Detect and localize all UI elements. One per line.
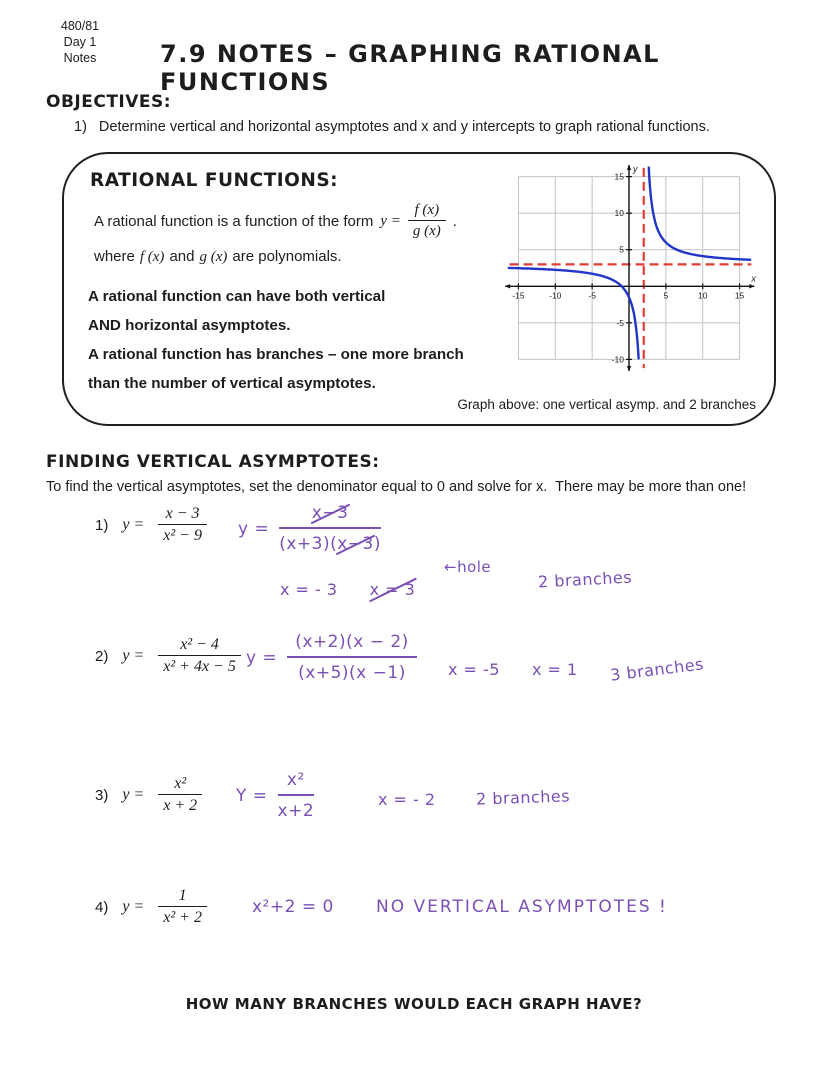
fact-line: A rational function has branches – one more branch [88,346,464,363]
equation-denominator: x² + 4x − 5 [158,655,241,676]
objective-item [74,119,804,135]
handwritten-fraction [279,503,381,554]
equation-fraction [158,505,207,545]
equation-fraction [158,636,241,676]
corner-note [48,18,112,66]
handwritten-numerator [279,503,381,527]
solution-value: x = - 3 [280,580,338,599]
problem-number: 2) [95,647,109,665]
fact-line: than the number of vertical asymptotes. [88,375,376,392]
corner-line: 480/81 [60,19,100,33]
svg-text:15: 15 [614,171,624,182]
where-text: and [169,248,195,265]
definition-line [94,202,457,240]
problem-4-result: NO VERTICAL ASYMPTOTES ! [376,897,668,917]
formula-period: . [452,212,457,230]
where-text: are polynomials. [232,248,342,265]
equation-numerator: x² − 4 [180,636,219,653]
fact-line: A rational function can have both vertical [88,288,386,305]
formula-fraction [408,202,446,240]
graph-canvas [500,162,758,374]
cancelled-factor: x−3 [337,534,374,554]
cancelled-factor: x−3 [311,503,349,523]
formula-denominator: g (x) [408,220,446,240]
objective-number: 1) [74,119,87,135]
branch-count-note: 3 branches [609,654,705,685]
svg-text:-10: -10 [611,354,624,365]
equation-numerator: x² [174,775,187,792]
equation-lhs: y = [122,898,145,915]
objective-text: Determine vertical and horizontal asymptotes and x and y intercepts to graph rational functions. [98,119,710,135]
solution-value: x = 1 [532,660,578,679]
formula-lhs: y = [380,212,401,229]
svg-text:5: 5 [663,290,669,301]
f-of-x: f (x) [139,249,165,265]
branch-count-note: 2 branches [475,786,571,809]
svg-text:y: y [633,163,638,174]
svg-text:-10: -10 [549,290,562,301]
problem-4-work: x²+2 = 0 [252,897,334,917]
handwritten-fraction [278,770,315,821]
svg-text:-5: -5 [616,317,624,328]
formula-numerator: f (x) [414,202,440,218]
corner-line: Notes [63,51,97,65]
handwritten-numerator: x² [286,770,305,790]
equation-denominator: x + 2 [158,794,202,815]
problem-number: 1) [95,516,109,534]
where-text: where [94,248,135,265]
hole-annotation: ←hole [444,558,492,576]
objectives-heading: OBJECTIVES: [46,92,172,112]
footer-question: HOW MANY BRANCHES WOULD EACH GRAPH HAVE? [185,995,643,1013]
equation-lhs: y = [122,647,145,664]
graph-caption: Graph above: one vertical asymp. and 2 branches [457,397,756,412]
svg-text:10: 10 [697,290,708,301]
corner-line: Day 1 [63,35,97,49]
problem-1-handwork [238,503,381,554]
problem-2-solutions [448,660,578,679]
svg-text:-15: -15 [512,290,525,301]
finding-instructions: To find the vertical asymptotes, set the denominator equal to 0 and solve for x. There may be more than one! [46,479,747,495]
handwritten-fraction [287,632,417,683]
problem-3-solution: x = - 2 [378,790,436,809]
finding-heading: FINDING VERTICAL ASYMPTOTES: [46,452,380,472]
branch-count-note: 2 branches [537,567,633,592]
svg-text:-5: -5 [588,290,596,301]
svg-text:15: 15 [734,290,745,301]
factor: ) [373,534,382,554]
problem-1 [95,505,207,545]
equation-numerator: x − 3 [165,505,200,522]
rational-functions-box [62,152,776,426]
problem-1-solutions [280,580,415,599]
handwritten-lhs: Y = [236,785,268,806]
problem-2-handwork [246,632,417,683]
where-line [94,248,342,266]
g-of-x: g (x) [199,249,228,265]
factor: (x+3)( [279,534,338,554]
handwritten-numerator: (x+2)(x − 2) [295,632,409,652]
problem-2 [95,636,241,676]
equation-lhs: y = [122,516,145,533]
handwritten-denominator: x+2 [278,794,315,821]
handwritten-lhs: y = [238,518,270,539]
problem-number: 3) [95,786,109,804]
asymptote-facts [88,282,464,398]
equation-lhs: y = [122,786,145,803]
equation-numerator: 1 [178,887,187,904]
problem-number: 4) [95,898,109,916]
problem-4 [95,887,207,927]
equation-fraction [158,887,207,927]
equation-denominator: x² + 2 [158,906,207,927]
handwritten-denominator: (x+5)(x −1) [287,656,417,683]
fact-line: AND horizontal asymptotes. [88,317,291,334]
page-title: 7.9 NOTES – GRAPHING RATIONAL FUNCTIONS [160,40,660,96]
handwritten-denominator [279,527,381,554]
box-heading: RATIONAL FUNCTIONS: [90,170,339,191]
equation-fraction [158,775,202,815]
handwritten-lhs: y = [246,647,278,668]
problem-3-handwork [236,770,314,821]
cancelled-solution: x = 3 [369,580,416,599]
rational-function-graph [500,162,758,374]
svg-text:x: x [751,273,756,284]
svg-text:5: 5 [619,244,624,255]
definition-text: A rational function is a function of the form [94,212,374,230]
solution-value: x = -5 [448,660,500,679]
problem-3 [95,775,202,815]
equation-denominator: x² − 9 [158,524,207,545]
svg-text:10: 10 [614,208,624,219]
